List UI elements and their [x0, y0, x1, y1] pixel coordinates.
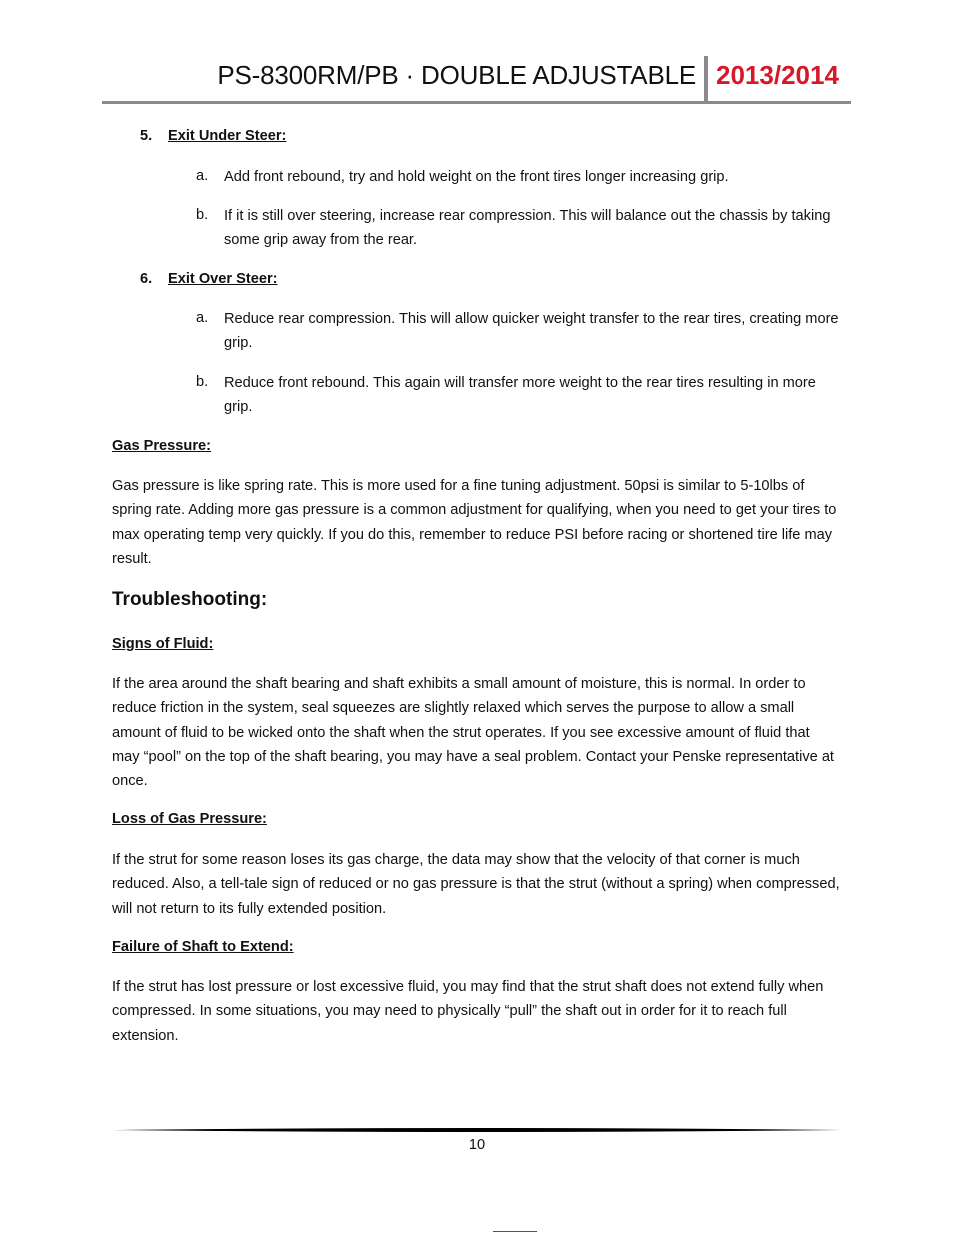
section-heading: Loss of Gas Pressure:: [112, 811, 267, 827]
header-separator: [704, 56, 708, 102]
section-heading: Signs of Fluid:: [112, 636, 214, 652]
sub-item-letter: b.: [196, 207, 209, 223]
item-number: 5.: [140, 128, 153, 144]
section-heading: Gas Pressure:: [112, 438, 211, 454]
sub-item-text: Reduce rear compression. This will allow quicker weight transfer to the rear tires, creating more grip.: [224, 311, 839, 352]
section-body: If the strut for some reason loses its gas charge, the data may show that the velocity of that corner is much reduced. Also, a tell-tale sign of reduced or no gas pressure is that the strut (without a spring) when compressed, will not return to its fully extended position.: [112, 852, 840, 917]
section-body: Gas pressure is like spring rate. This is more used for a fine tuning adjustment. 50psi is similar to 5-10lbs of spring rate. Adding more gas pressure is a common adjustment for qualifying, when you need to get your tires to max operating temp very quickly. If you do this, remember to reduce PSI before racing or shortened tire life may result.: [112, 478, 837, 567]
footer-accent-mark: [493, 1231, 537, 1236]
sub-item-text: Reduce front rebound. This again will transfer more weight to the rear tires resulting in more grip.: [224, 375, 816, 416]
document-year: 2013/2014: [716, 60, 839, 90]
item-heading: Exit Under Steer:: [168, 128, 287, 144]
page-number: 10: [468, 1137, 486, 1153]
header-rule: [102, 101, 851, 104]
sub-item-text: Add front rebound, try and hold weight on the front tires longer increasing grip.: [224, 169, 729, 185]
document-title: PS-8300RM/PB · DOUBLE ADJUSTABLE: [217, 60, 696, 90]
sub-item-text: If it is still over steering, increase rear compression. This will balance out the chassis by taking some grip away from the rear.: [224, 208, 831, 249]
footer-rule: [112, 1126, 842, 1134]
section-heading: Failure of Shaft to Extend:: [112, 939, 294, 955]
sub-item-letter: a.: [196, 310, 209, 326]
item-number: 6.: [140, 271, 153, 287]
sub-item-letter: a.: [196, 168, 209, 184]
section-body: If the area around the shaft bearing and shaft exhibits a small amount of moisture, this is normal. In order to reduce friction in the system, seal squeezes are slightly relaxed which serves the purpose to allow a small amount of fluid to be wicked onto the shaft when the strut operates. If you see excessive amount of fluid that may “pool” on the top of the shaft bearing, you may have a seal problem. Contact your Penske representative at once.: [112, 676, 834, 790]
sub-item-letter: b.: [196, 374, 209, 390]
item-heading: Exit Over Steer:: [168, 271, 278, 287]
section-body: If the strut has lost pressure or lost excessive fluid, you may find that the strut shaft does not extend fully when compressed. In some situations, you may need to physically “pull” the shaft out in order for it to reach full extension.: [112, 979, 824, 1044]
troubleshooting-title: Troubleshooting:: [112, 589, 268, 610]
